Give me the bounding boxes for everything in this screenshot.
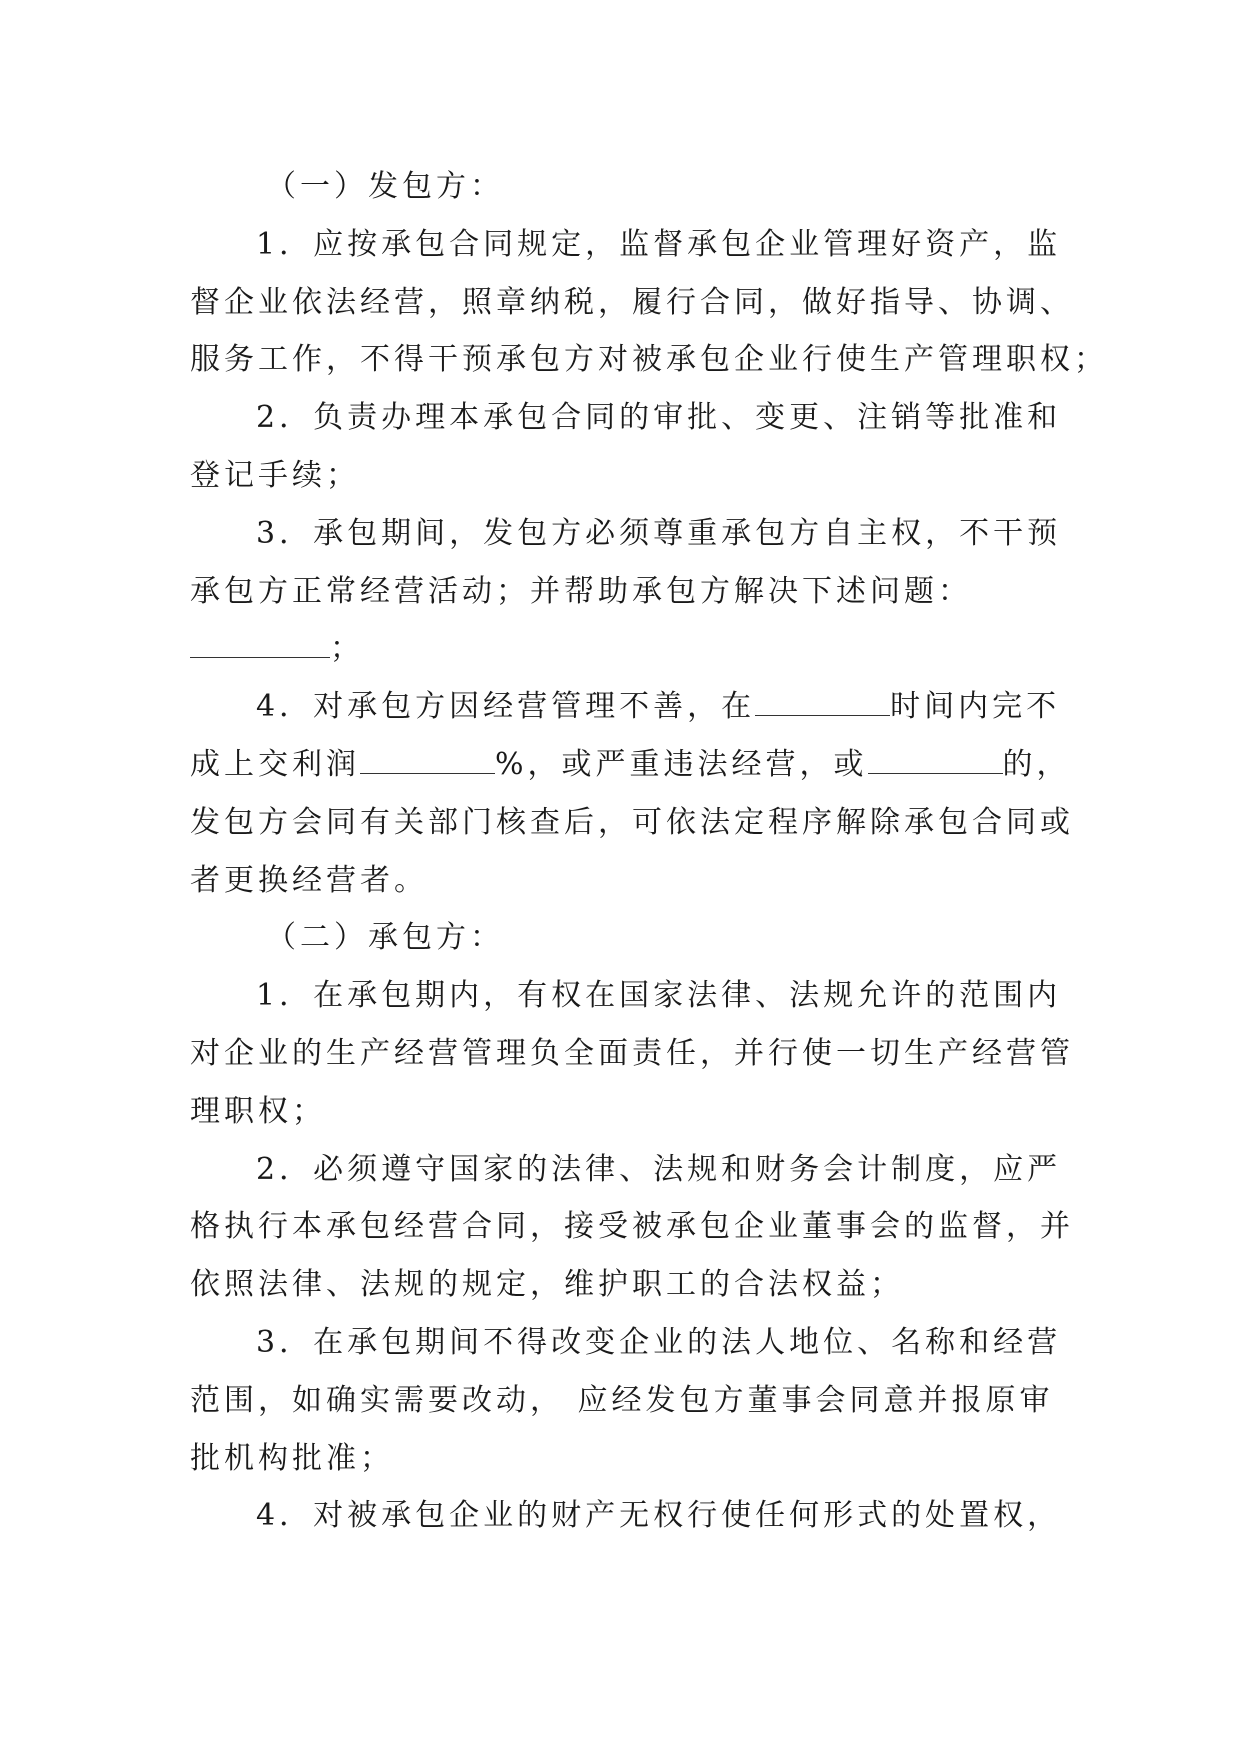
section-heading-contractor-issuer: （一）发包方： bbox=[266, 169, 504, 204]
clause-1-4-text-a: 4．对承包方因经营管理不善，在 bbox=[256, 689, 756, 725]
clause-2-2-line-3: 依照法律、法规的规定，维护职工的合法权益； bbox=[190, 1267, 904, 1303]
clause-1-1-line-2: 督企业依法经营，照章纳税，履行合同，做好指导、协调、 bbox=[190, 284, 1074, 320]
clause-1-4-line-2 bbox=[190, 736, 1071, 794]
clause-1-4-line-3: 发包方会同有关部门核查后，可依法定程序解除承包合同或 bbox=[190, 804, 1074, 840]
section-heading-contractor: （二）承包方： bbox=[266, 920, 504, 956]
clause-2-1-line-2: 对企业的生产经营管理负全面责任，并行使一切生产经营管 bbox=[190, 1035, 1074, 1071]
clause-1-4-line-4: 者更换经营者。 bbox=[190, 862, 428, 898]
fill-in-blank-time[interactable] bbox=[755, 685, 890, 716]
clause-1-4-line-1 bbox=[190, 678, 1060, 736]
clause-1-2-line-2: 登记手续； bbox=[190, 457, 360, 493]
clause-2-2-line-2: 格执行本承包经营合同，接受被承包企业董事会的监督，并 bbox=[190, 1209, 1074, 1245]
fill-in-blank-other-condition[interactable] bbox=[868, 743, 1003, 774]
clause-1-4-text-c: 成上交利润 bbox=[190, 746, 360, 782]
clause-2-3-line-3: 批机构批准； bbox=[190, 1440, 394, 1476]
clause-1-3-line-2: 承包方正常经营活动；并帮助承包方解决下述问题： bbox=[190, 573, 972, 609]
clause-1-1-line-3: 服务工作，不得干预承包方对被承包企业行使生产管理职权； bbox=[190, 342, 1108, 378]
clause-1-3-end: ； bbox=[330, 631, 364, 667]
clause-2-1-line-3: 理职权； bbox=[190, 1093, 326, 1129]
clause-1-3-line-3 bbox=[190, 620, 1060, 678]
fill-in-blank-profit-percent[interactable] bbox=[360, 743, 495, 774]
document-body bbox=[190, 158, 1108, 1545]
clause-2-3-line-1: 3．在承包期间不得改变企业的法人地位、名称和经营 bbox=[256, 1324, 1062, 1360]
fill-in-blank-problems[interactable] bbox=[190, 627, 330, 658]
clause-1-2-line-1: 2．负责办理本承包合同的审批、变更、注销等批准和 bbox=[256, 400, 1062, 436]
clause-2-2-line-1: 2．必须遵守国家的法律、法规和财务会计制度，应严 bbox=[256, 1151, 1062, 1187]
clause-1-3-line-1: 3．承包期间，发包方必须尊重承包方自主权，不干预 bbox=[256, 515, 1062, 551]
clause-2-3-line-2: 范围，如确实需要改动， 应经发包方董事会同意并报原审 bbox=[190, 1382, 1054, 1418]
clause-1-1-line-1: 1．应按承包合同规定，监督承包企业管理好资产，监 bbox=[256, 226, 1062, 262]
clause-1-4-text-d: %，或严重违法经营，或 bbox=[495, 746, 868, 782]
clause-2-1-line-1: 1．在承包期内，有权在国家法律、法规允许的范围内 bbox=[256, 978, 1062, 1014]
clause-2-4-line-1: 4．对被承包企业的财产无权行使任何形式的处置权， bbox=[256, 1498, 1062, 1534]
clause-1-4-text-e: 的， bbox=[1002, 746, 1071, 782]
clause-1-4-text-b: 时间内完不 bbox=[890, 689, 1061, 725]
